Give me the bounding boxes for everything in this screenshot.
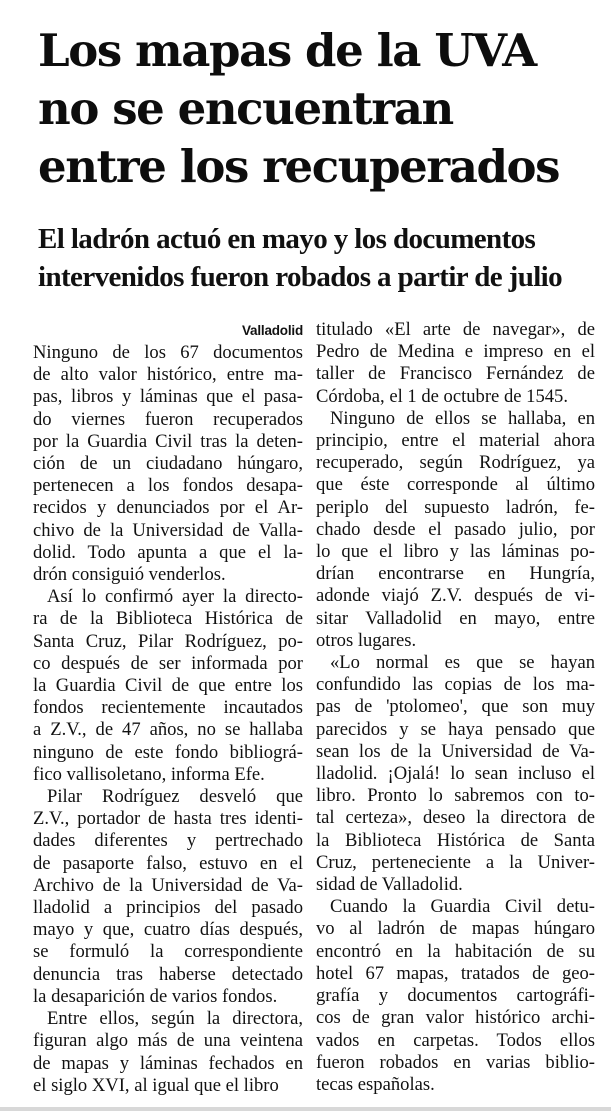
text-line: drían encontrarse en Hungría, bbox=[316, 563, 595, 585]
text-line: Pedro de Medina e impreso en el bbox=[316, 341, 595, 363]
text-line: tal certeza», deseo la directora de bbox=[316, 807, 595, 829]
text-line: la desaparición de varios fondos. bbox=[33, 985, 278, 1007]
text-line: otros lugares. bbox=[316, 629, 417, 651]
text-line: Córdoba, el 1 de octubre de 1545. bbox=[316, 385, 568, 407]
text-line: taller de Francisco Fernández de bbox=[316, 363, 595, 385]
text-line: pertenecen a los fondos desapa- bbox=[33, 475, 303, 497]
text-line: ción de un ciudadano húngaro, bbox=[33, 453, 303, 475]
text-line: sitar Valladolid en mayo, entre bbox=[316, 607, 595, 629]
dateline: Valladolid bbox=[241, 323, 303, 338]
left-column-body bbox=[33, 342, 303, 1097]
text-line: que éste corresponde al último bbox=[316, 474, 595, 496]
text-line: «Lo normal es que se hayan bbox=[330, 652, 595, 674]
article-paragraph bbox=[33, 786, 303, 1008]
right-column-body bbox=[316, 319, 595, 1096]
text-line: sean los de la Universidad de Va- bbox=[316, 740, 595, 762]
article-paragraph bbox=[316, 896, 595, 1096]
text-line: fondos recientemente incautados bbox=[33, 697, 303, 719]
text-line: drón consiguió venderlos. bbox=[33, 564, 226, 586]
text-line: de mapas y láminas fechados en bbox=[33, 1052, 303, 1074]
article-subheadline: El ladrón actuó en mayo y los documentos intervenidos fueron robados a partir de julio bbox=[38, 223, 563, 293]
text-line: vo al ladrón de mapas húngaro bbox=[316, 918, 595, 940]
text-line: grafía y documentos cartográfi- bbox=[316, 985, 595, 1007]
text-line: parecidos y se haya pensado que bbox=[316, 718, 595, 740]
text-line: Cuando la Guardia Civil detu- bbox=[330, 896, 595, 918]
text-line: mayo y que, cuatro días después, bbox=[33, 919, 303, 941]
text-line: lo que el libro y las láminas po- bbox=[316, 541, 595, 563]
text-line: titulado «El arte de navegar», de bbox=[316, 319, 595, 340]
text-line: Pilar Rodríguez desveló que bbox=[47, 786, 303, 808]
text-line: vados en carpetas. Todos ellos bbox=[316, 1029, 595, 1051]
text-line: pas de 'ptolomeo', que son muy bbox=[316, 696, 595, 718]
text-line: hotel 67 mapas, tratados de geo- bbox=[316, 962, 595, 984]
text-line: cos de gran valor histórico archi- bbox=[316, 1007, 595, 1029]
text-line: fico vallisoletano, informa Efe. bbox=[33, 763, 265, 785]
text-line: denuncia tras haberse detectado bbox=[33, 963, 303, 985]
text-line: chivo de la Universidad de Valla- bbox=[33, 519, 303, 541]
article-paragraph bbox=[33, 586, 303, 786]
text-line: Entre ellos, según la directora, bbox=[47, 1008, 303, 1030]
text-line: figuran algo más de una veintena bbox=[33, 1030, 303, 1052]
text-line: Santa Cruz, Pilar Rodríguez, po- bbox=[33, 630, 303, 652]
article-paragraph bbox=[316, 652, 595, 896]
text-line: el siglo XVI, al igual que el libro bbox=[33, 1074, 279, 1096]
left-column bbox=[33, 322, 303, 1097]
text-line: do viernes fueron recuperados bbox=[33, 408, 303, 430]
text-line: ninguno de este fondo bibliográ- bbox=[33, 741, 303, 763]
text-line: Ninguno de ellos se hallaba, en bbox=[330, 407, 595, 429]
text-line: adonde viajó Z.V. después de vi- bbox=[316, 585, 595, 607]
text-line: confundido las copias de los ma- bbox=[316, 674, 595, 696]
text-line: recuperado, según Rodríguez, ya bbox=[316, 452, 595, 474]
text-line: co después de ser informada por bbox=[33, 652, 303, 674]
article-paragraph bbox=[316, 408, 595, 652]
text-line: la Biblioteca Histórica de Santa bbox=[316, 829, 595, 851]
text-line: Así lo confirmó ayer la directo- bbox=[47, 586, 303, 608]
text-line: sidad de Valladolid. bbox=[316, 874, 463, 896]
article-paragraph bbox=[33, 1008, 303, 1097]
text-line: de pasaporte falso, estuvo en el bbox=[33, 852, 303, 874]
text-line: se formuló la correspondiente bbox=[33, 941, 303, 963]
text-line: tecas españolas. bbox=[316, 1073, 435, 1095]
text-line: ra de la Biblioteca Histórica de bbox=[33, 608, 303, 630]
text-line: Archivo de la Universidad de Va- bbox=[33, 874, 303, 896]
text-line: a Z.V., de 47 años, no se hallaba bbox=[33, 719, 303, 741]
text-line: lladolid. ¡Ojalá! lo sean incluso el bbox=[316, 763, 595, 785]
text-line: Cruz, perteneciente a la Univer- bbox=[316, 851, 595, 873]
text-line: libro. Pronto lo sabremos con to- bbox=[316, 785, 595, 807]
text-line: lladolid a principios del pasado bbox=[33, 897, 303, 919]
text-line: encontró en la habitación de su bbox=[316, 940, 595, 962]
text-line: la Guardia Civil de que entre los bbox=[33, 675, 303, 697]
text-line: pas, libros y láminas que el pasa- bbox=[33, 386, 303, 408]
right-column bbox=[316, 319, 595, 1096]
text-line: Z.V., portador de hasta tres identi- bbox=[33, 808, 303, 830]
page-bottom-rule bbox=[0, 1107, 611, 1111]
text-line: recidos y denunciados por el Ar- bbox=[33, 497, 303, 519]
article-paragraph bbox=[33, 342, 303, 586]
text-line: periplo del supuesto ladrón, fe- bbox=[316, 496, 595, 518]
article-headline: Los mapas de la UVA no se encuentran entre los recuperados bbox=[38, 24, 560, 193]
text-line: Ninguno de los 67 documentos bbox=[33, 342, 303, 363]
text-line: por la Guardia Civil tras la deten- bbox=[33, 430, 303, 452]
text-line: de alto valor histórico, entre ma- bbox=[33, 364, 303, 386]
text-line: fueron robados en varias biblio- bbox=[316, 1051, 595, 1073]
text-line: principio, entre el material ahora bbox=[316, 430, 595, 452]
article-paragraph bbox=[316, 319, 595, 408]
text-line: dades diferentes y pertrechado bbox=[33, 830, 303, 852]
text-line: chado desde el pasado julio, por bbox=[316, 518, 595, 540]
text-line: dolid. Todo apunta a que el la- bbox=[33, 541, 303, 563]
